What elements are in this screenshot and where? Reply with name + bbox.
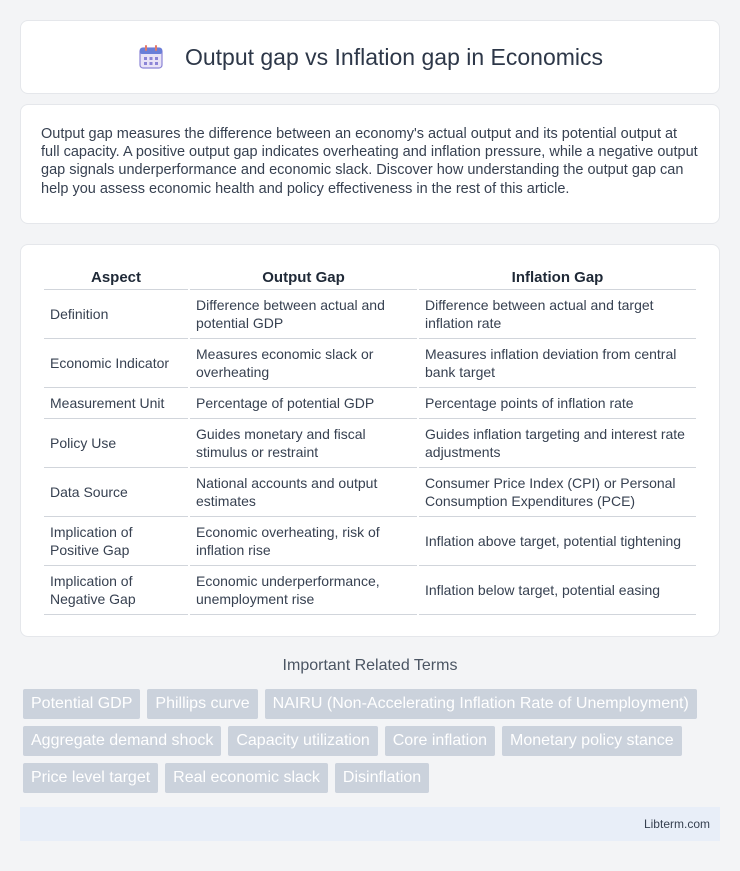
table-row	[44, 419, 696, 468]
table-row	[44, 339, 696, 388]
table-row	[44, 388, 696, 419]
intro-text: Output gap measures the difference between an economy's actual output and its potential output at full capacity. A positive output gap indicates overheating and inflation pressure, while a negative output gap signals underperformance and economic slack. Discover how understanding the output gap can help you assess economic health and policy effectiveness in the rest of this article.	[41, 126, 698, 197]
related-term-tag[interactable]: Potential GDP	[23, 689, 140, 719]
table-cell: Guides inflation targeting and interest rate adjustments	[419, 419, 696, 468]
related-term-tag[interactable]: Disinflation	[335, 763, 429, 793]
table-cell: Measurement Unit	[44, 388, 188, 419]
column-header-inflation-gap: Inflation Gap	[419, 265, 696, 290]
column-header-output-gap: Output Gap	[190, 265, 417, 290]
related-term-tag[interactable]: Price level target	[23, 763, 158, 793]
table-row	[44, 290, 696, 339]
intro-card	[20, 104, 720, 224]
comparison-table-card	[20, 244, 720, 637]
table-cell: Consumer Price Index (CPI) or Personal Consumption Expenditures (PCE)	[419, 468, 696, 517]
related-term-tag[interactable]: Real economic slack	[165, 763, 328, 793]
table-cell: Inflation above target, potential tightening	[419, 517, 696, 566]
related-terms-title: Important Related Terms	[282, 657, 458, 674]
page-title: Output gap vs Inflation gap in Economics	[184, 43, 604, 70]
comparison-table	[42, 265, 698, 615]
table-cell: Implication of Negative Gap	[44, 566, 188, 615]
table-cell: Economic Indicator	[44, 339, 188, 388]
related-term-tag[interactable]: Core inflation	[385, 726, 495, 756]
table-cell: Guides monetary and fiscal stimulus or restraint	[190, 419, 417, 468]
calendar-icon	[137, 43, 165, 71]
table-cell: Difference between actual and target inflation rate	[419, 290, 696, 339]
related-term-tag[interactable]: Capacity utilization	[228, 726, 377, 756]
table-row	[44, 566, 696, 615]
table-cell: Percentage points of inflation rate	[419, 388, 696, 419]
related-term-tag[interactable]: Phillips curve	[147, 689, 257, 719]
header-card	[20, 20, 720, 94]
table-cell: Difference between actual and potential GDP	[190, 290, 417, 339]
table-cell: Measures economic slack or overheating	[190, 339, 417, 388]
table-cell: Economic underperformance, unemployment rise	[190, 566, 417, 615]
table-cell: Definition	[44, 290, 188, 339]
table-cell: Percentage of potential GDP	[190, 388, 417, 419]
table-cell: Economic overheating, risk of inflation rise	[190, 517, 417, 566]
related-term-tag[interactable]: NAIRU (Non-Accelerating Inflation Rate of Unemployment)	[265, 689, 697, 719]
column-header-aspect: Aspect	[44, 265, 188, 290]
footer-site-link[interactable]: Libterm.com	[643, 817, 710, 831]
table-cell: Data Source	[44, 468, 188, 517]
table-row	[44, 468, 696, 517]
related-term-tag[interactable]: Aggregate demand shock	[23, 726, 221, 756]
table-cell: Inflation below target, potential easing	[419, 566, 696, 615]
table-cell: National accounts and output estimates	[190, 468, 417, 517]
table-cell: Measures inflation deviation from central bank target	[419, 339, 696, 388]
table-row	[44, 517, 696, 566]
related-term-tag[interactable]: Monetary policy stance	[502, 726, 682, 756]
table-cell: Implication of Positive Gap	[44, 517, 188, 566]
table-cell: Policy Use	[44, 419, 188, 468]
related-terms-list	[23, 689, 723, 800]
footer	[20, 807, 720, 841]
